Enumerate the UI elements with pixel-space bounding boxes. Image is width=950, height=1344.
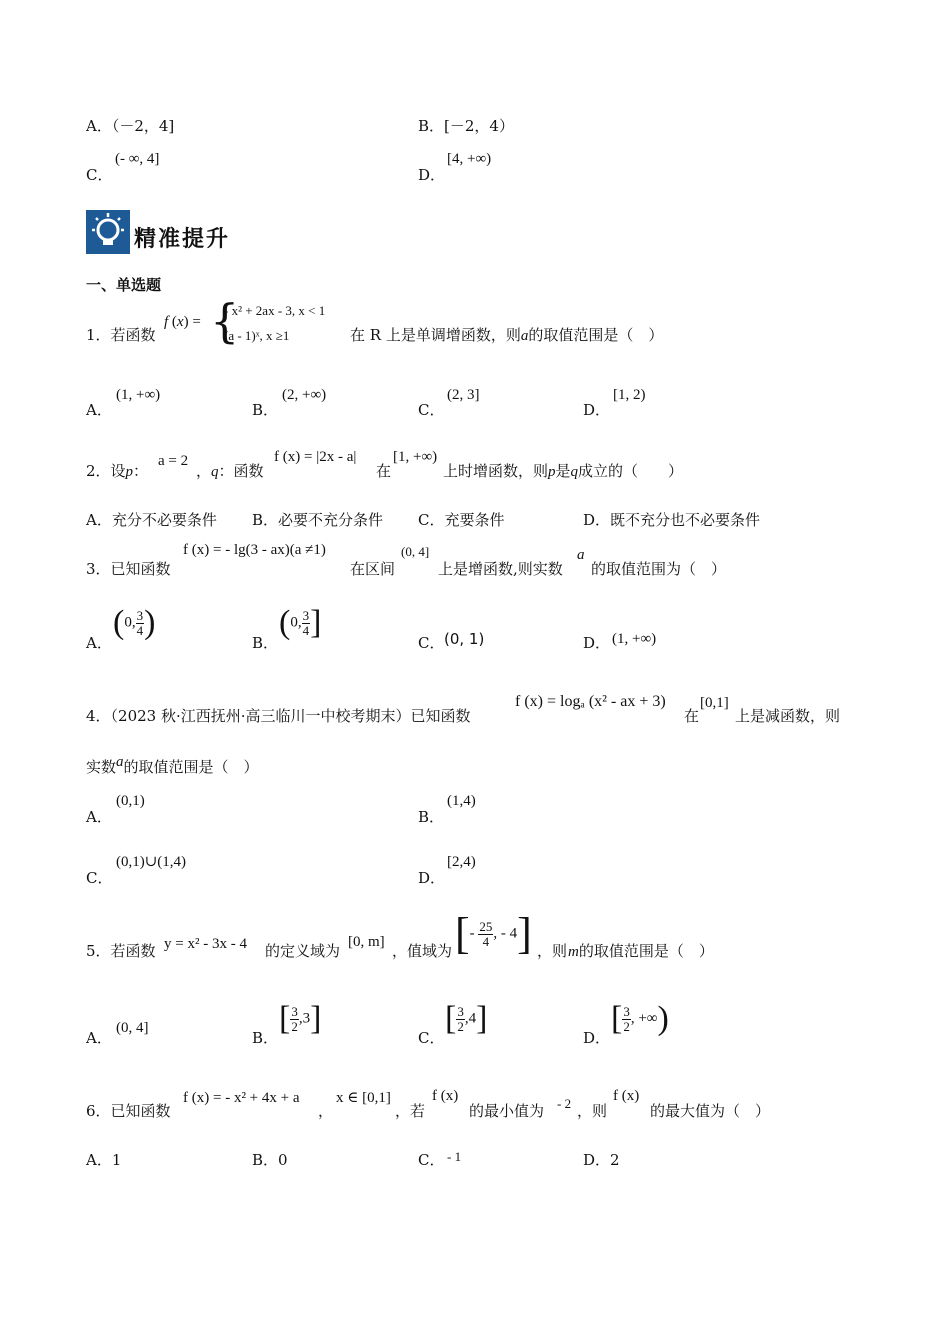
q2-func: f (x) = |2x - a|: [274, 449, 357, 465]
section-title: 精准提升: [134, 227, 231, 252]
q6-option-d: D．2: [583, 1151, 620, 1169]
q3-option-b: (0, $\frac{3}{4}$ ]: [279, 604, 322, 641]
q4-func: f (x) = logₐ (x² - ax + 3): [515, 693, 666, 710]
q3-interval: (0, 4]: [401, 544, 430, 559]
q1-label-b: B．: [252, 401, 279, 419]
q6-fx-1: f (x): [432, 1088, 459, 1104]
prev-option-d-label: D．: [418, 166, 446, 184]
prev-option-d-math: [4, +∞): [447, 151, 492, 167]
q4-option-c: (0,1)∪(1,4): [116, 854, 187, 870]
q3-tail: 的取值范围为（ ）: [591, 560, 727, 578]
prev-option-c-math: (- ∞, 4]: [115, 151, 160, 167]
q2-interval: [1, +∞): [393, 449, 438, 465]
q6-option-a: A．1: [86, 1151, 122, 1169]
q1-text: 在 R 上是单调增函数，则a的取值范围是（ ）: [350, 326, 664, 344]
q5-lead: 5．若函数: [86, 942, 156, 960]
q5-mid1: 的定义域为: [265, 942, 341, 960]
q6-mid1: ，若: [395, 1102, 426, 1120]
q4-tail: 上是减函数，则: [735, 707, 841, 725]
q4-label-b: B．: [418, 808, 445, 826]
lightbulb-icon: [86, 210, 130, 254]
q1-label-c: C．: [418, 401, 445, 419]
q6-sep: ，: [318, 1102, 334, 1120]
q3-func: f (x) = - lg(3 - ax)(a ≠1): [183, 542, 326, 558]
prev-option-b: B．[－2，4）: [418, 117, 514, 135]
q3-label-c: C．: [418, 634, 445, 652]
q1-label-a: A．: [86, 401, 112, 419]
q3-lead: 3．已知函数: [86, 560, 171, 578]
q6-tail: 的最大值为（ ）: [650, 1102, 771, 1120]
q6-option-c: - 1: [447, 1149, 462, 1164]
q2-option-c: C．充要条件: [418, 511, 505, 529]
q5-option-c: [ $\frac{3}{2}$ ,4]: [445, 1000, 488, 1037]
q3-label-a: A．: [86, 634, 112, 652]
q6-func: f (x) = - x² + 4x + a: [183, 1090, 300, 1106]
q3-option-d: (1, +∞): [612, 631, 657, 647]
q4-option-d: [2,4): [447, 854, 476, 870]
q3-var: a: [577, 547, 585, 563]
q3-label-d: D．: [583, 634, 611, 652]
q1-option-a: (1, +∞): [116, 387, 161, 403]
q1-piece-1: - x² + 2ax - 3, x < 1: [224, 303, 326, 318]
q1-lead: 1．若函数: [86, 326, 156, 344]
q1-fx: f (x) =: [164, 314, 201, 330]
q6-label-c: C．: [418, 1151, 445, 1169]
q5-domain: [0, m]: [348, 934, 385, 950]
q4-label-d: D．: [418, 869, 446, 887]
q4-label-c: C．: [86, 869, 113, 887]
q3-zai: 在区间: [350, 560, 396, 578]
q1-label-d: D．: [583, 401, 611, 419]
q2-zai: 在: [376, 462, 392, 480]
q6-fx-2: f (x): [613, 1088, 640, 1104]
q2-option-a: A．充分不必要条件: [86, 511, 217, 529]
q2-a-eq: a = 2: [158, 453, 189, 469]
q4-label-a: A．: [86, 808, 112, 826]
q3-option-c: (0, 1): [444, 630, 485, 648]
q5-range: [- $\frac{25}{4}$ , - 4]: [455, 909, 532, 958]
q3-mid: 上是增函数,则实数: [438, 560, 563, 578]
q1-option-d: [1, 2): [613, 387, 646, 403]
q5-label-c: C．: [418, 1029, 445, 1047]
q6-lead: 6．已知函数: [86, 1102, 171, 1120]
q5-mid2: ，值域为: [392, 942, 453, 960]
q4-lead: 4．（2023 秋·江西抚州·高三临川一中校考期末）已知函数: [86, 707, 471, 725]
q5-func: y = x² - 3x - 4: [164, 936, 247, 952]
q2-option-b: B．必要不充分条件: [252, 511, 384, 529]
q4-interval: [0,1]: [700, 695, 729, 711]
q5-option-a: (0, 4]: [116, 1020, 149, 1036]
q1-piece-2: (a - 1)ˣ, x ≥1: [224, 328, 290, 343]
q3-option-a: (0, $\frac{3}{4}$ ): [113, 604, 156, 641]
q5-label-a: A．: [86, 1029, 112, 1047]
prev-option-a: A．（－2，4]: [86, 117, 175, 135]
q6-mid2: 的最小值为: [469, 1102, 545, 1120]
q6-min-value: - 2: [557, 1096, 572, 1111]
q4-line2: 实数a的取值范围是（ ）: [86, 754, 259, 776]
q5-option-b: [ $\frac{3}{2}$ ,3]: [279, 1000, 322, 1037]
q4-option-b: (1,4): [447, 793, 476, 809]
q5-label-b: B．: [252, 1029, 279, 1047]
section-subtitle: 一、单选题: [86, 276, 162, 294]
q1-option-c: (2, 3]: [447, 387, 480, 403]
q5-tail: m的取值范围是（ ）: [568, 942, 714, 960]
q6-option-b: B．0: [252, 1151, 288, 1169]
q4-option-a: (0,1): [116, 793, 145, 809]
q2-q-label: ，q：函数: [196, 462, 264, 480]
q2-option-d: D．既不充分也不必要条件: [583, 511, 761, 529]
q1-brace: {: [210, 294, 240, 348]
q5-label-d: D．: [583, 1029, 611, 1047]
q5-option-d: [ $\frac{3}{2}$ , +∞): [611, 1000, 669, 1037]
q3-label-b: B．: [252, 634, 279, 652]
q4-zai: 在: [684, 707, 700, 725]
q2-lead: 2．设p：: [86, 462, 149, 480]
prev-option-c-label: C．: [86, 166, 113, 184]
q5-mid3: ，则: [537, 942, 568, 960]
q6-mid3: ，则: [577, 1102, 608, 1120]
q1-option-b: (2, +∞): [282, 387, 327, 403]
q2-text: 上时增函数，则p是q成立的（ ）: [443, 462, 684, 480]
q6-domain: x ∈ [0,1]: [336, 1090, 391, 1106]
